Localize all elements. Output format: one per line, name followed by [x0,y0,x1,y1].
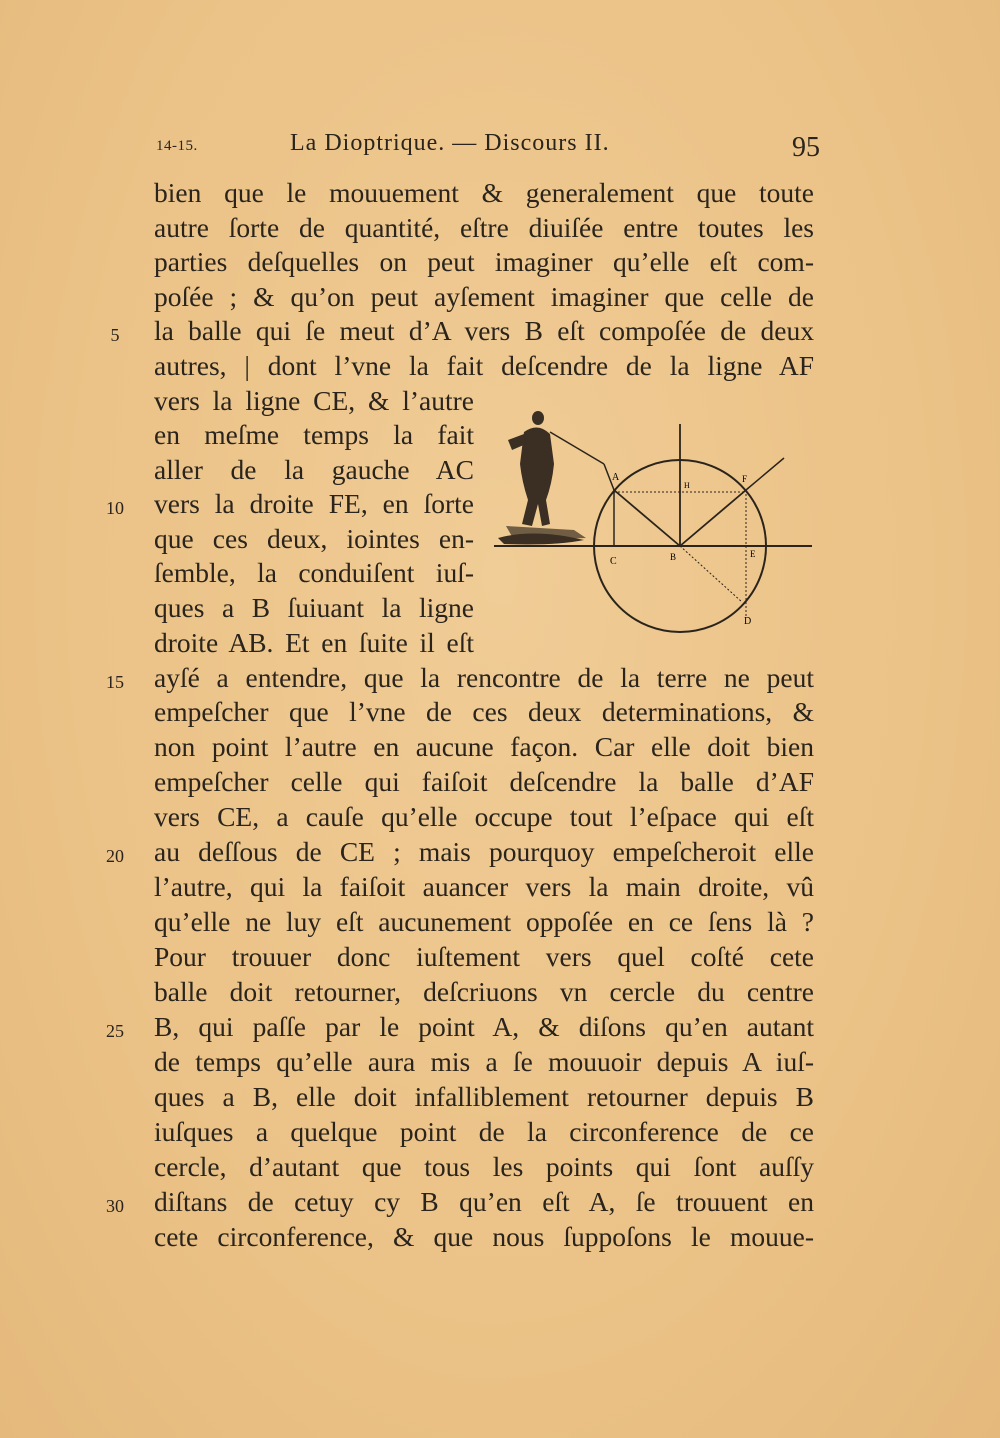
text-line: bien que le mouuement & generalement que toute [154,177,814,208]
text-line: empeſcher que l’vne de ces deux determinations, & [154,696,814,727]
text-line: ayſé a entendre, que la rencontre de la terre ne peut [154,662,814,693]
text-line: diſtans de cetuy cy B qu’en eſt A, ſe trouuent en [154,1186,814,1217]
line-BF [680,490,746,546]
label-D: D [744,616,752,627]
text-line: ſemble, la conduiſent iuſ- [154,557,474,588]
label-H: H [684,481,690,490]
text-line: la balle qui ſe meut d’A vers B eſt compoſée de deux [154,315,814,346]
line-F-extension [746,458,784,490]
text-line: au deſſous de CE ; mais pourquoy empeſcheroit elle [154,836,814,867]
text-line: en meſme temps la fait [154,419,474,450]
text-line: autres, | dont l’vne la fait deſcendre de la ligne AF [154,350,814,381]
refraction-diagram [494,404,824,640]
line-racket [550,432,604,464]
running-header [150,128,820,168]
label-C: C [610,556,617,567]
text-line: balle doit retourner, deſcriuons vn cercle du centre [154,976,814,1007]
text-line: cercle, d’autant que tous les points qui ſont auſſy [154,1151,814,1182]
line-number: 15 [106,672,124,692]
line-number: 25 [106,1021,124,1041]
header-section-ref: 14-15. [156,138,198,154]
text-line: ques a B ſuiuant la ligne [154,592,474,623]
text-line: que ces deux, iointes en- [154,523,474,554]
text-line: parties deſquelles on peut imaginer qu’elle eſt com- [154,246,814,277]
text-line: ques a B, elle doit infalliblement retourner depuis B [154,1081,814,1112]
label-B: B [670,552,677,562]
tennis-player-illustration [498,411,586,545]
label-A: A [612,472,620,483]
label-F: F [742,474,748,484]
text-line: vers CE, a cauſe qu’elle occupe tout l’eſpace qui eſt [154,801,814,832]
text-line: de temps qu’elle aura mis a ſe mouuoir depuis A iuſ- [154,1046,814,1077]
page-number: 95 [792,132,820,163]
line-AB [614,490,680,546]
text-line: vers la ligne CE, & l’autre [154,385,474,416]
diagram-svg [494,404,824,640]
line-number: 10 [106,498,124,518]
text-line: aller de la gauche AC [154,454,474,485]
text-line: cete circonference, & que nous ſuppoſons le mouue- [154,1221,814,1252]
text-line: l’autre, qui la faiſoit auancer vers la main droite, vû [154,871,814,902]
text-line: iuſques a quelque point de la circonference de ce [154,1116,814,1147]
text-line: vers la droite FE, en ſorte [154,488,474,519]
text-line: autre ſorte de quantité, eſtre diuiſée entre toutes les [154,212,814,243]
line-number: 5 [110,325,120,345]
text-line: empeſcher celle qui faiſoit deſcendre la balle d’AF [154,766,814,797]
text-line: qu’elle ne luy eſt aucunement oppoſée en ce ſens là ? [154,906,814,937]
line-number: 30 [106,1196,124,1216]
text-line: poſée ; & qu’on peut ayſement imaginer que celle de [154,281,814,312]
line-BD [680,546,742,602]
header-title: La Dioptrique. — Discours II. [290,130,610,156]
label-E: E [750,549,756,559]
text-line: droite AB. Et en ſuite il eſt [154,627,474,658]
text-line: Pour trouuer donc iuſtement vers quel coſté cete [154,941,814,972]
text-line: B, qui paſſe par le point A, & diſons qu’en autant [154,1011,814,1042]
line-number: 20 [106,846,124,866]
text-line: non point l’autre en aucune façon. Car elle doit bien [154,731,814,762]
